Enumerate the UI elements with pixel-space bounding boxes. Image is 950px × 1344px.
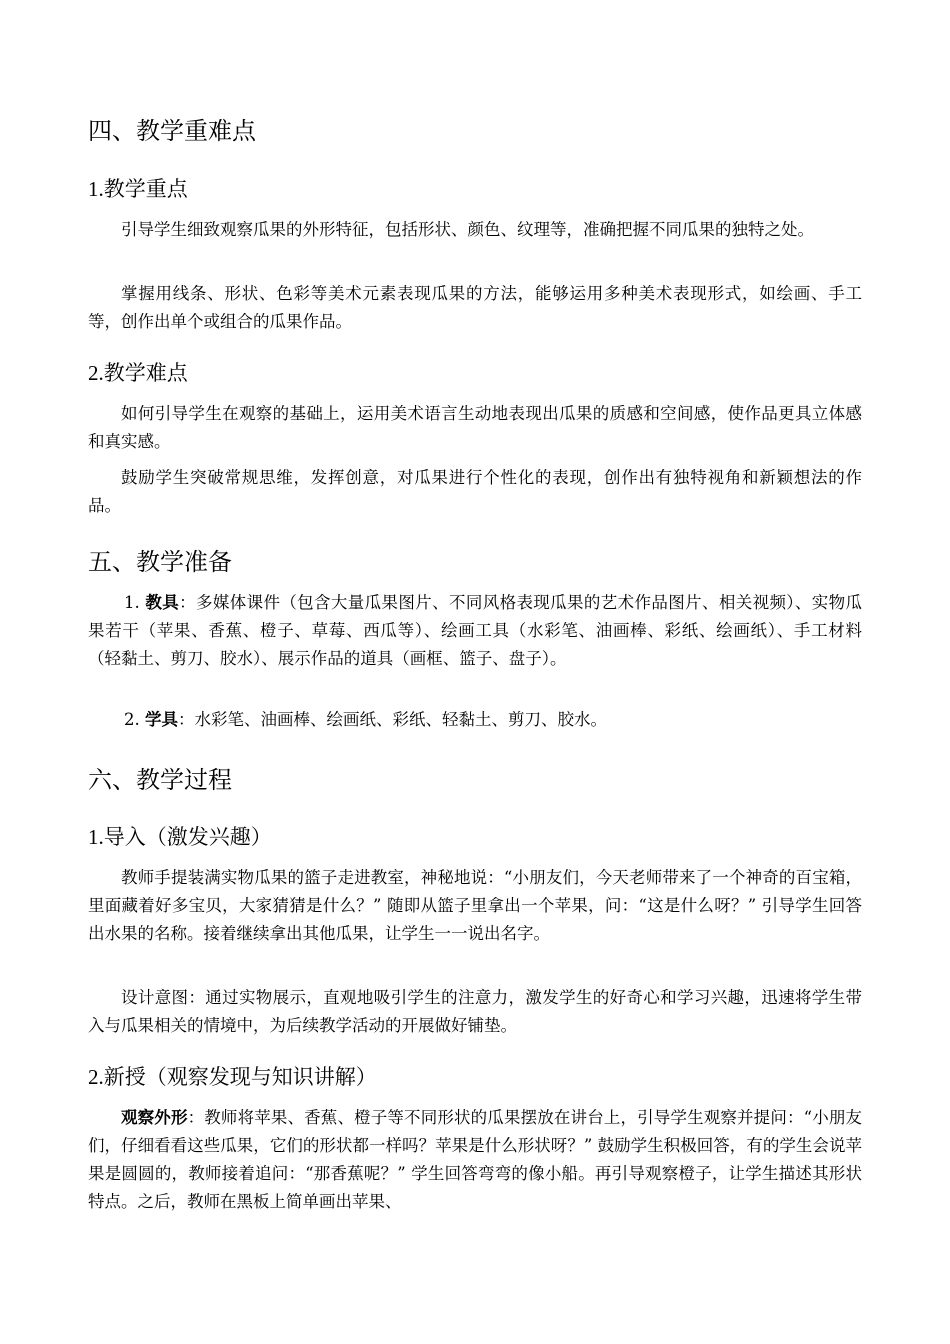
focus-heading-number: 1. bbox=[88, 177, 104, 201]
difficulty-heading bbox=[88, 359, 188, 387]
intro-paragraph-1: 教师手提装满实物瓜果的篮子走进教室，神秘地说：“小朋友们，今天老师带来了一个神奇的百宝箱，里面藏着好多宝贝，大家猜猜是什么？” 随即从篮子里拿出一个苹果，问：“这是什么呀？” 引导学生回答出水果的名称。接着继续拿出其他瓜果，让学生一一说出名字。 bbox=[88, 868, 862, 943]
focus-heading bbox=[88, 175, 188, 203]
new-lesson-paragraph-1 bbox=[88, 1104, 862, 1216]
prep-item-1-label: 教具 bbox=[145, 593, 180, 612]
new-lesson-heading bbox=[88, 1063, 377, 1091]
difficulty-heading-text: 教学难点 bbox=[103, 361, 188, 385]
prep-item-2-label: 学具 bbox=[145, 710, 178, 729]
new-lesson-heading-text: 新授（观察发现与知识讲解） bbox=[103, 1065, 377, 1089]
section-four-heading: 四、教学重难点 bbox=[88, 117, 256, 145]
observe-shape-text: 教师将苹果、香蕉、橙子等不同形状的瓜果摆放在讲台上，引导学生观察并提问：“小朋友们，仔细看看这些瓜果，它们的形状都一样吗？苹果是什么形状呀？” 鼓励学生积极回答，有的学生会说苹果是圆圆的，教师接着追问：“那香蕉呢？” 学生回答弯弯的像小船。再引导观察橙子，让学生描述其形状特点。之后，教师在黑板上简单画出苹果、 bbox=[88, 1108, 863, 1211]
observe-shape-label: 观察外形 bbox=[121, 1108, 188, 1127]
intro-heading-text: 导入（激发兴趣） bbox=[103, 825, 272, 849]
intro-heading bbox=[88, 823, 272, 851]
prep-item-2-number: 2. bbox=[124, 710, 140, 729]
section-six-heading: 六、教学过程 bbox=[88, 766, 232, 794]
prep-item-2-colon: ： bbox=[178, 710, 195, 729]
difficulty-paragraph-2: 鼓励学生突破常规思维，发挥创意，对瓜果进行个性化的表现，创作出有独特视角和新颖想法的作品。 bbox=[88, 468, 862, 515]
focus-heading-text: 教学重点 bbox=[103, 177, 188, 201]
prep-item-1-number: 1. bbox=[124, 593, 140, 612]
intro-heading-number: 1. bbox=[88, 825, 104, 849]
intro-paragraph-2: 设计意图：通过实物展示，直观地吸引学生的注意力，激发学生的好奇心和学习兴趣，迅速将学生带入与瓜果相关的情境中，为后续教学活动的开展做好铺垫。 bbox=[88, 988, 862, 1035]
observe-shape-colon: ： bbox=[187, 1108, 205, 1127]
prep-item-teaching-aids bbox=[88, 589, 862, 673]
prep-item-1-colon: ： bbox=[179, 593, 196, 612]
prep-item-1-text: 多媒体课件（包含大量瓜果图片、不同风格表现瓜果的艺术作品图片、相关视频）、实物瓜果若干（苹果、香蕉、橙子、草莓、西瓜等）、绘画工具（水彩笔、油画棒、彩纸、绘画纸）、手工材料（轻黏土、剪刀、胶水）、展示作品的道具（画框、篮子、盘子）。 bbox=[88, 593, 863, 668]
focus-paragraph-2: 掌握用线条、形状、色彩等美术元素表现瓜果的方法，能够运用多种美术表现形式，如绘画、手工等，创作出单个或组合的瓜果作品。 bbox=[88, 284, 862, 331]
focus-paragraph-1: 引导学生细致观察瓜果的外形特征，包括形状、颜色、纹理等，准确把握不同瓜果的独特之处。 bbox=[121, 220, 814, 239]
prep-item-2-text: 水彩笔、油画棒、绘画纸、彩纸、轻黏土、剪刀、胶水。 bbox=[194, 710, 607, 729]
section-five-heading: 五、教学准备 bbox=[88, 548, 232, 576]
difficulty-paragraph-1: 如何引导学生在观察的基础上，运用美术语言生动地表现出瓜果的质感和空间感，使作品更具立体感和真实感。 bbox=[88, 404, 862, 451]
new-lesson-heading-number: 2. bbox=[88, 1065, 104, 1089]
prep-item-learning-tools bbox=[88, 706, 862, 734]
difficulty-heading-number: 2. bbox=[88, 361, 104, 385]
